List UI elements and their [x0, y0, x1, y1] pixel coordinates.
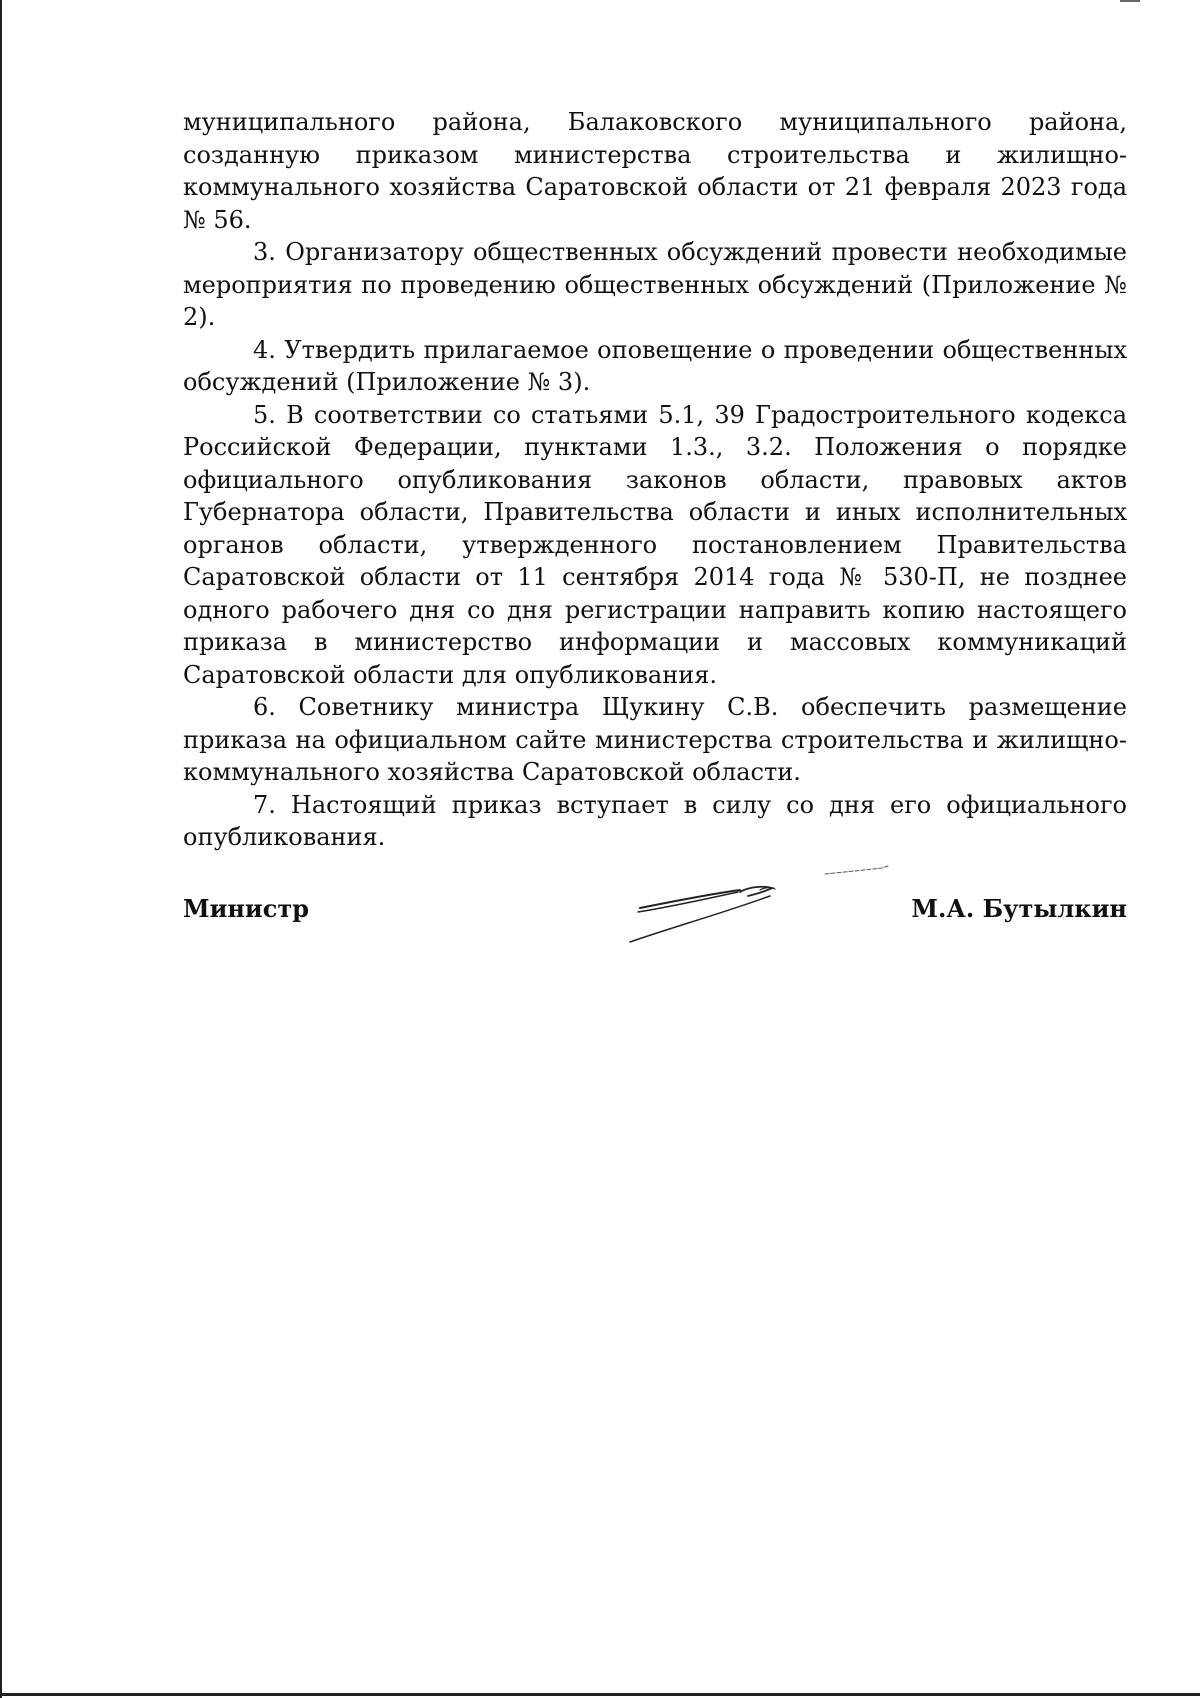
handwritten-signature — [620, 862, 920, 952]
paragraph-item-6: 6. Советнику министра Щукину С.В. обеспечить размещение приказа на официальном сайте министерства строительства и жилищно-коммунального хозяйства Саратовской области. — [183, 693, 1127, 786]
signatory-name: М.А. Бутылкин — [911, 894, 1127, 923]
document-body — [183, 106, 1127, 854]
paragraph-item-4: 4. Утвердить прилагаемое оповещение о проведении общественных обсуждений (Приложение № 3). — [183, 335, 1127, 396]
paragraph-item-5: 5. В соответствии со статьями 5.1, 39 Градостроительного кодекса Российской Федерации, пунктами 1.3., 3.2. Положения о порядке официального опубликования законов области, правовых актов Губернатора области, Правительства области и иных исполнительных органов области, утвержденного постановлением Правительства Саратовской области от 11 сентября 2014 года № 530-П, не позднее одного рабочего дня со дня регистрации направить копию настоящего приказа в министерство информации и массовых коммуникаций Саратовской области для опубликования. — [183, 400, 1127, 689]
paragraph-continuation: муниципального района, Балаковского муниципального района, созданную приказом министерства строительства и жилищно-коммунального хозяйства Саратовской области от 21 февраля 2023 года № 56. — [183, 108, 1127, 234]
signatory-title: Министр — [183, 894, 309, 923]
paragraph-item-7: 7. Настоящий приказ вступает в силу со дня его официального опубликования. — [183, 790, 1127, 851]
scan-left-border — [0, 0, 2, 1698]
scan-corner-mark — [1120, 0, 1140, 2]
scan-bottom-border — [0, 1693, 1200, 1696]
paragraph-item-3: 3. Организатору общественных обсуждений провести необходимые мероприятия по проведению общественных обсуждений (Приложение № 2). — [183, 238, 1127, 331]
